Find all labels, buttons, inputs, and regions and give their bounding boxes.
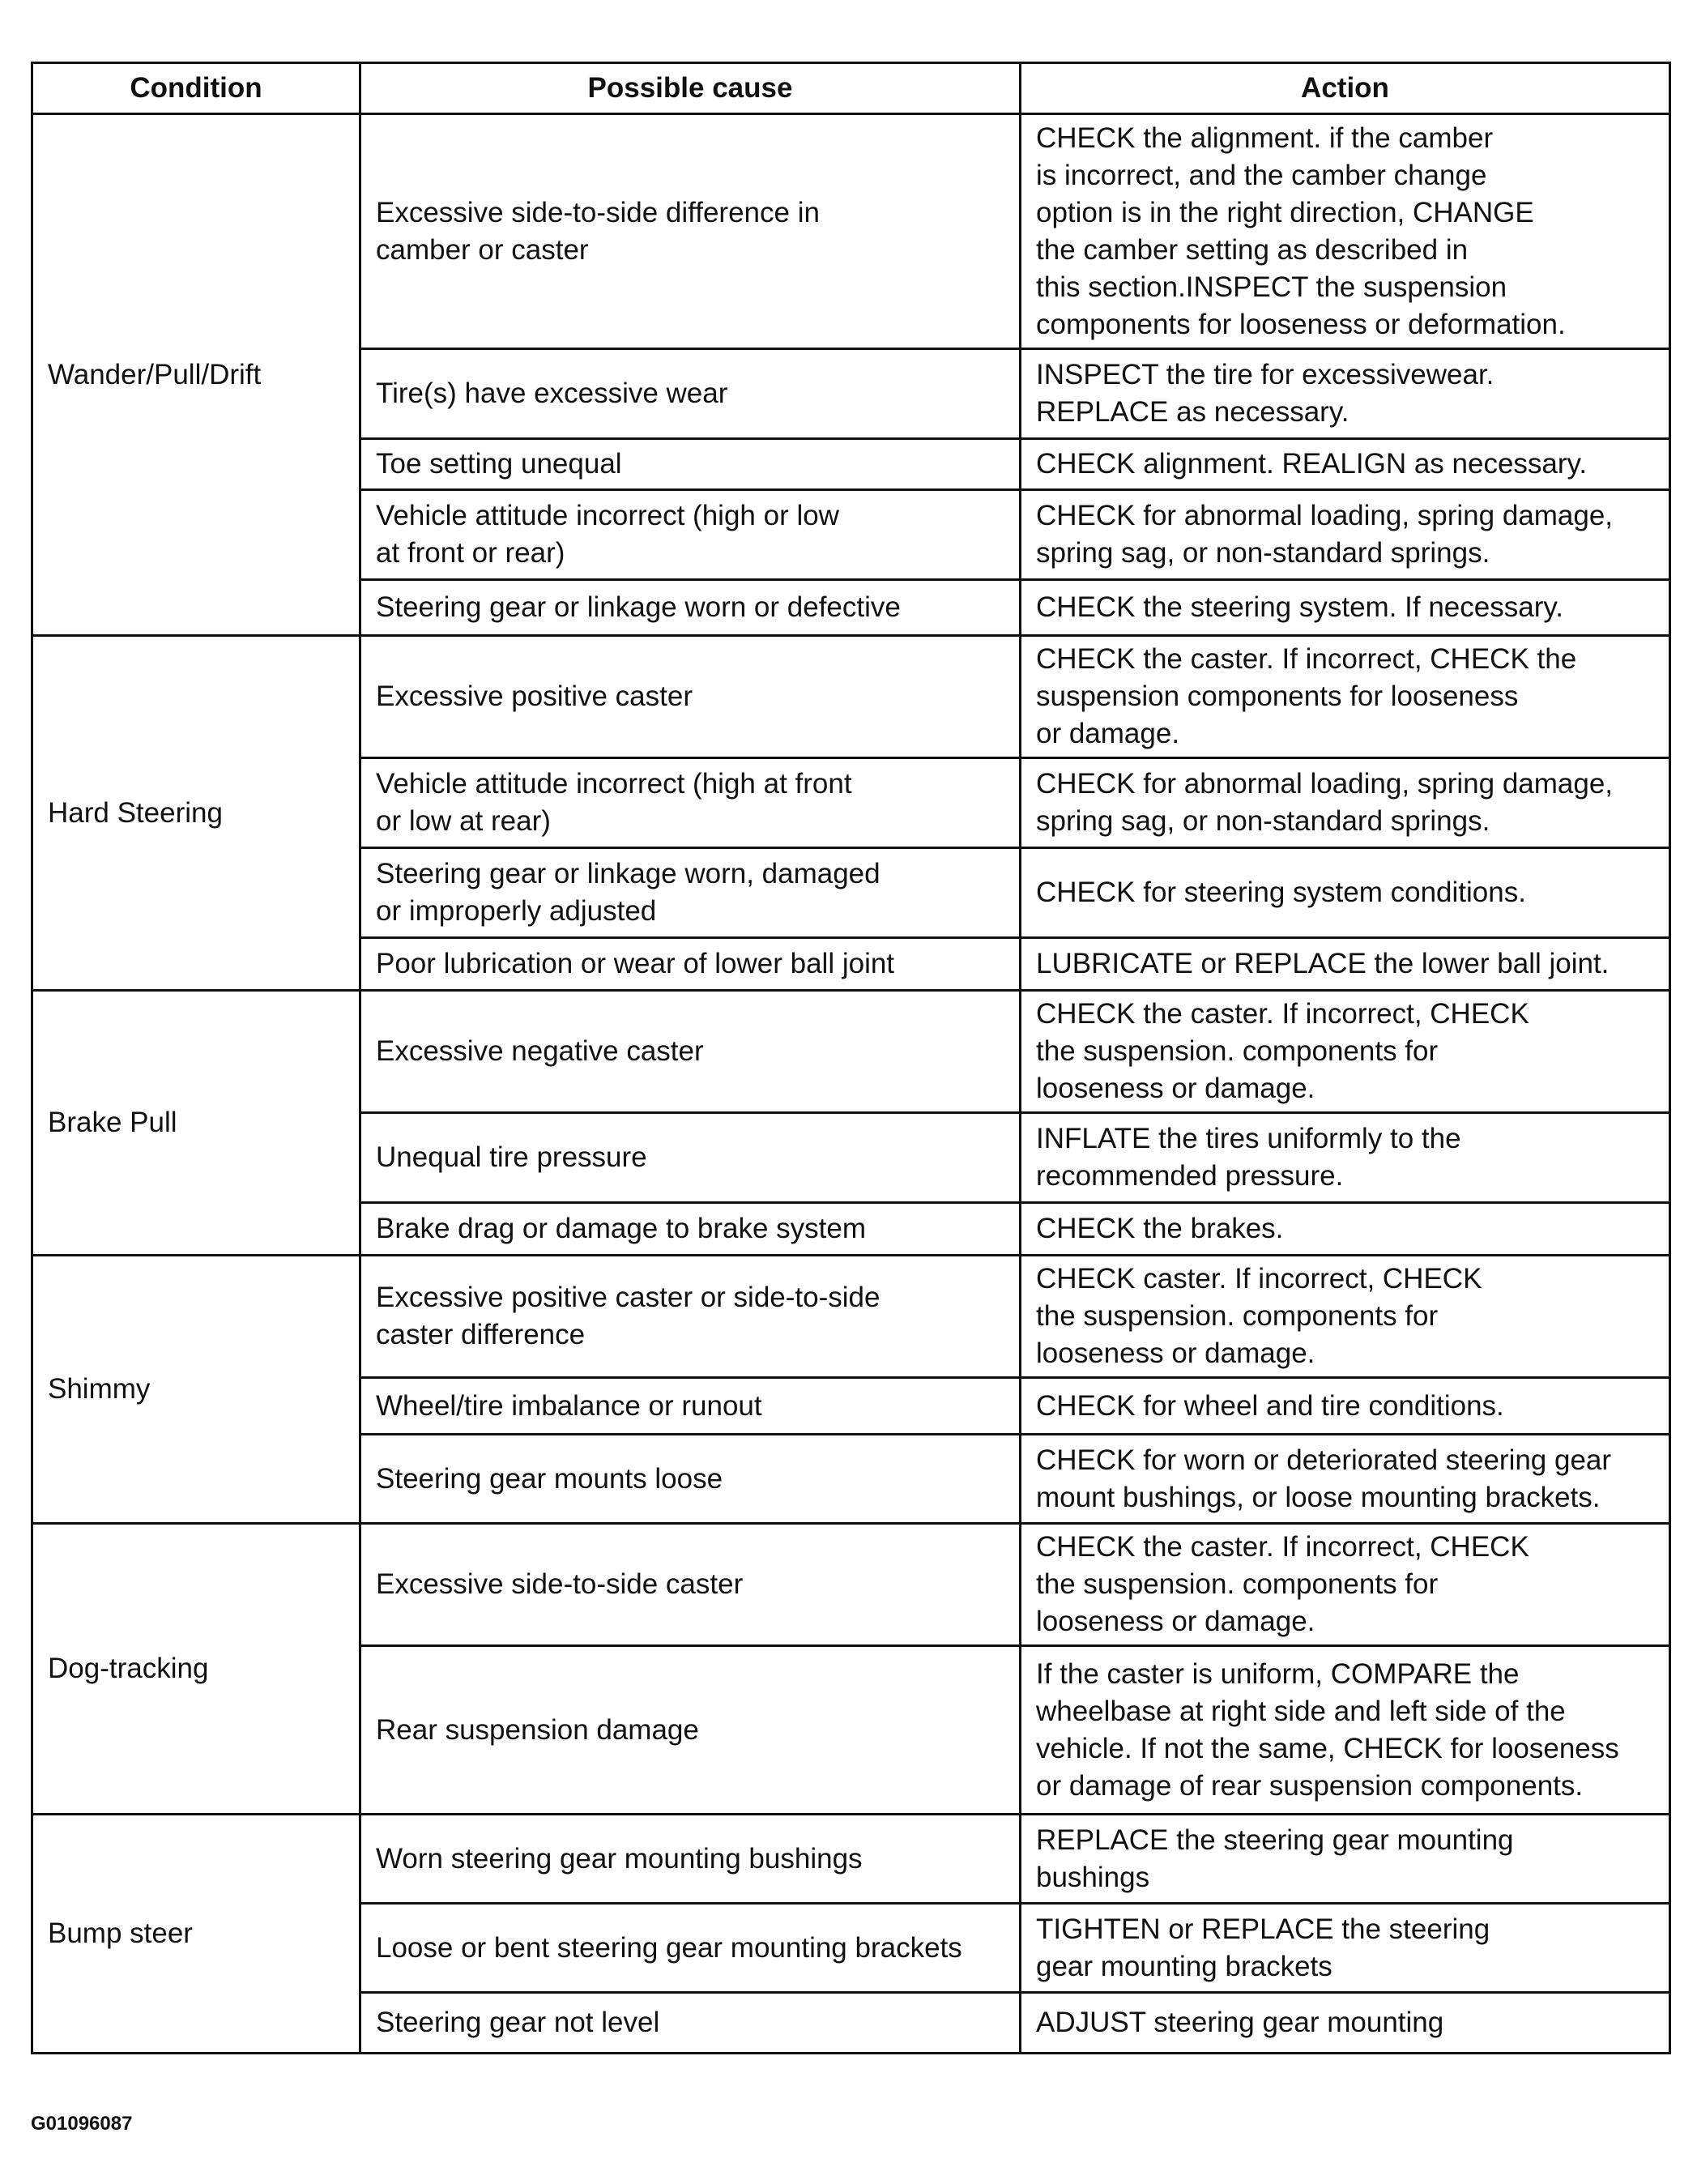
action-line: option is in the right direction, CHANGE [1036,196,1534,228]
cause-line: Loose or bent steering gear mounting brackets [376,1931,962,1964]
header-action: Action [1021,63,1670,114]
action-cell [1021,1435,1670,1524]
cause-line: Excessive negative caster [376,1035,704,1067]
action-line: looseness or damage. [1036,1337,1315,1369]
action-line: this section.INSPECT the suspension [1036,271,1507,303]
action-line: CHECK caster. If incorrect, CHECK [1036,1263,1482,1295]
cause-cell [360,1524,1021,1646]
cause-line: Wheel/tire imbalance or runout [376,1389,762,1422]
cause-line: Toe setting unequal [376,448,622,480]
cause-line: or improperly adjusted [376,895,657,927]
action-cell [1021,1904,1670,1993]
action-line: the camber setting as described in [1036,233,1469,266]
table-row [32,1815,1670,1904]
cause-line: Steering gear not level [376,2007,660,2038]
cause-cell [360,1815,1021,1904]
condition-cell: Bump steer [32,1815,360,2054]
action-cell [1021,1203,1670,1256]
cause-cell [360,1113,1021,1203]
cause-line: Rear suspension damage [376,1713,699,1746]
action-cell [1021,848,1670,938]
condition-cell: Wander/Pull/Drift [32,114,360,636]
action-line: CHECK the caster. If incorrect, CHECK the [1036,643,1577,675]
action-line: or damage. [1036,718,1180,749]
action-line: components for looseness or deformation. [1036,308,1566,340]
action-cell [1021,1646,1670,1815]
cause-line: Excessive positive caster or side-to-side [376,1282,880,1313]
action-cell [1021,1256,1670,1378]
action-line: gear mounting brackets [1036,1950,1332,1982]
condition-cell: Shimmy [32,1256,360,1524]
action-cell [1021,349,1670,439]
cause-line: Steering gear or linkage worn or defective [376,591,901,623]
action-line: the suspension. components for [1036,1568,1439,1600]
action-cell [1021,114,1670,349]
header-condition: Condition [32,63,360,114]
condition-cell: Hard Steering [32,636,360,991]
cause-line: Vehicle attitude incorrect (high or low [376,500,839,531]
cause-line: Tire(s) have excessive wear [376,378,728,409]
action-line: CHECK the alignment. if the camber [1036,122,1494,154]
cause-line: camber or caster [376,233,589,266]
cause-line: Excessive side-to-side difference in [376,196,820,228]
cause-cell [360,490,1021,580]
action-line: LUBRICATE or REPLACE the lower ball joint. [1036,948,1610,979]
condition-cell: Dog-tracking [32,1524,360,1815]
cause-line: Steering gear or linkage worn, damaged [376,858,880,889]
cause-cell [360,1203,1021,1256]
action-line: bushings [1036,1861,1150,1893]
action-line: vehicle. If not the same, CHECK for looseness [1036,1732,1619,1764]
action-line: CHECK for wheel and tire conditions. [1036,1389,1504,1422]
cause-line: Brake drag or damage to brake system [376,1213,867,1244]
diagnosis-table [31,62,1671,2054]
action-line: the suspension. components for [1036,1035,1439,1067]
cause-line: at front or rear) [376,537,565,569]
action-line: mount bushings, or loose mounting brackets. [1036,1481,1601,1513]
cause-line: caster difference [376,1319,586,1350]
condition-cell: Brake Pull [32,991,360,1256]
cause-cell [360,938,1021,991]
table-row [32,114,1670,349]
cause-cell [360,991,1021,1113]
action-line: INFLATE the tires uniformly to the [1036,1123,1461,1154]
cause-line: Excessive side-to-side caster [376,1568,744,1600]
action-line: CHECK the caster. If incorrect, CHECK [1036,1531,1529,1563]
figure-id: G01096087 [31,2113,133,2135]
action-cell [1021,1993,1670,2054]
action-cell [1021,636,1670,758]
cause-cell [360,1435,1021,1524]
action-cell [1021,1524,1670,1646]
cause-cell [360,580,1021,636]
action-cell [1021,938,1670,991]
action-line: INSPECT the tire for excessivewear. [1036,359,1494,390]
action-line: CHECK the steering system. If necessary. [1036,591,1563,623]
action-line: CHECK the brakes. [1036,1213,1284,1244]
action-line: looseness or damage. [1036,1606,1315,1637]
cause-line: Unequal tire pressure [376,1141,647,1173]
cause-line: Excessive positive caster [376,680,693,712]
cause-line: Vehicle attitude incorrect (high at front [376,768,852,800]
action-line: or damage of rear suspension components. [1036,1769,1584,1802]
action-line: CHECK the caster. If incorrect, CHECK [1036,998,1529,1030]
action-cell [1021,1113,1670,1203]
action-line: CHECK for abnormal loading, spring damage, [1036,500,1614,531]
action-line: looseness or damage. [1036,1073,1315,1104]
cause-cell [360,1256,1021,1378]
cause-cell [360,758,1021,848]
action-line: REPLACE the steering gear mounting [1036,1824,1514,1856]
action-line: ADJUST steering gear mounting [1036,2007,1444,2038]
table-row [32,1524,1670,1646]
action-line: wheelbase at right side and left side of the [1036,1695,1566,1727]
cause-cell [360,1904,1021,1993]
cause-cell [360,1646,1021,1815]
cause-line: Worn steering gear mounting bushings [376,1842,863,1875]
cause-cell [360,636,1021,758]
action-cell [1021,490,1670,580]
cause-cell [360,439,1021,490]
cause-cell [360,114,1021,349]
action-cell [1021,1815,1670,1904]
cause-cell [360,1993,1021,2054]
cause-line: or low at rear) [376,805,551,837]
action-line: CHECK alignment. REALIGN as necessary. [1036,448,1588,480]
action-cell [1021,1378,1670,1435]
action-line: suspension components for looseness [1036,680,1519,712]
action-line: TIGHTEN or REPLACE the steering [1036,1913,1490,1945]
action-line: spring sag, or non-standard springs. [1036,805,1490,837]
action-cell [1021,580,1670,636]
action-line: recommended pressure. [1036,1160,1344,1192]
action-line: is incorrect, and the camber change [1036,159,1487,191]
table-row [32,1256,1670,1378]
header-row [32,63,1670,114]
cause-cell [360,1378,1021,1435]
cause-cell [360,848,1021,938]
cause-line: Poor lubrication or wear of lower ball joint [376,948,895,979]
header-possible-cause: Possible cause [360,63,1021,114]
action-line: spring sag, or non-standard springs. [1036,537,1490,569]
action-line: CHECK for abnormal loading, spring damage, [1036,768,1614,800]
action-line: CHECK for steering system conditions. [1036,877,1526,908]
action-cell [1021,758,1670,848]
action-cell [1021,991,1670,1113]
action-cell [1021,439,1670,490]
action-line: REPLACE as necessary. [1036,396,1349,428]
action-line: the suspension. components for [1036,1300,1439,1332]
cause-cell [360,349,1021,439]
table-row [32,636,1670,758]
table-body [32,114,1670,2054]
action-line: If the caster is uniform, COMPARE the [1036,1657,1520,1690]
action-line: CHECK for worn or deteriorated steering gear [1036,1444,1612,1476]
cause-line: Steering gear mounts loose [376,1462,723,1495]
table-row [32,991,1670,1113]
